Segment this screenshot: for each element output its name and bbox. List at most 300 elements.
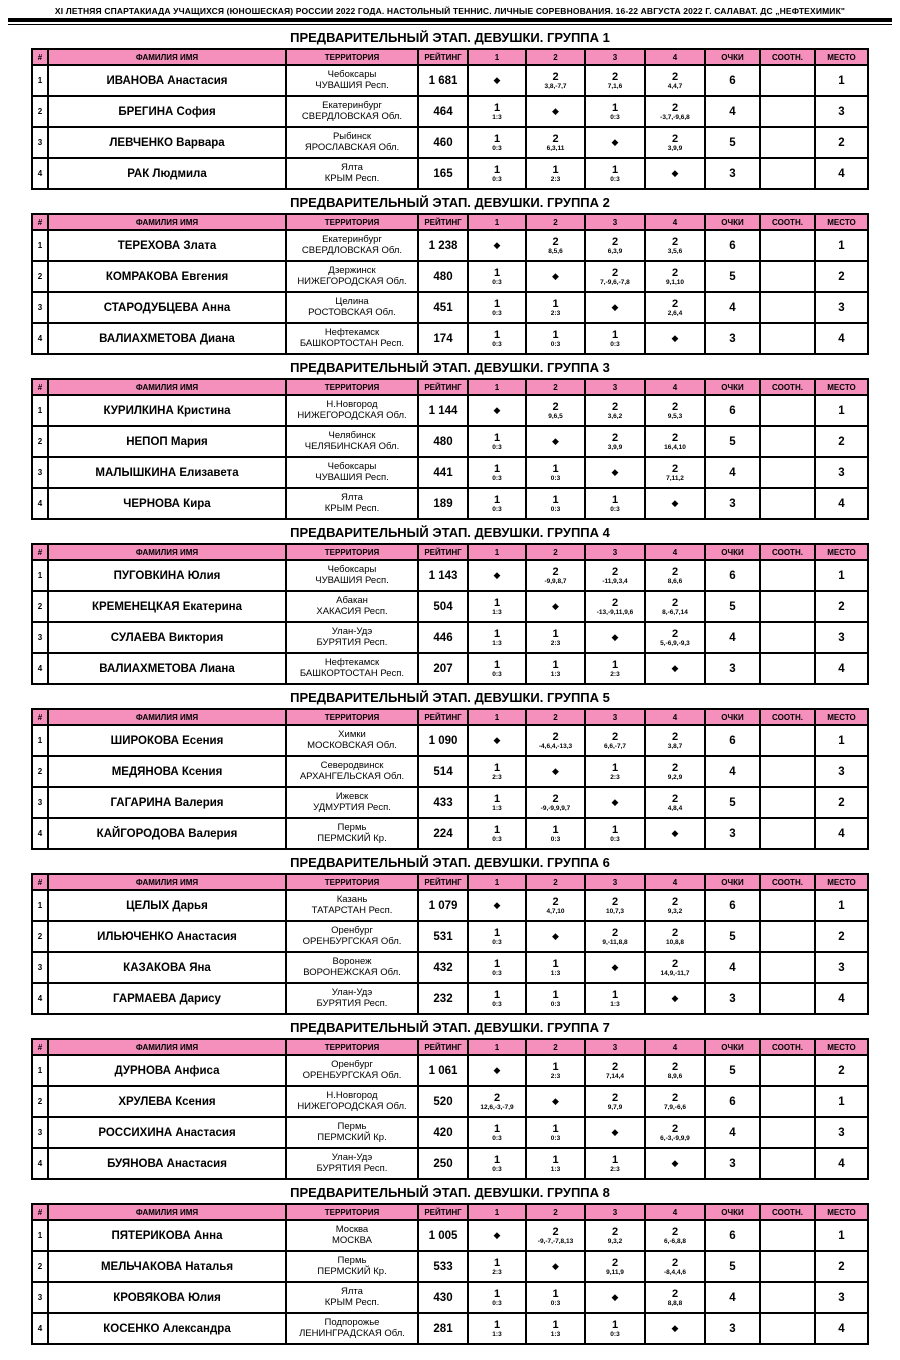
player-name: ЛЕВЧЕНКО Варвара [48, 127, 286, 158]
match-score: 7,11,2 [666, 474, 684, 482]
player-name: НЕПОП Мария [48, 426, 286, 457]
match-score: 0:3 [550, 1299, 561, 1307]
territory-cell [286, 65, 418, 96]
match-cell [526, 591, 585, 622]
points-value: 3 [705, 818, 760, 849]
territory-cell [286, 127, 418, 158]
territory-city: Чебоксары [327, 68, 377, 80]
place-value: 3 [815, 457, 868, 488]
match-score: 0:3 [492, 1134, 502, 1142]
match-sets-won: 2 [671, 431, 679, 444]
match-cell [645, 96, 705, 127]
col-header-num: # [32, 874, 48, 890]
territory-cell [286, 560, 418, 591]
match-cell [645, 818, 705, 849]
territory-region: ПЕРМСКИЙ Кр. [317, 1131, 387, 1143]
territory-region: БУРЯТИЯ Респ. [316, 1162, 388, 1174]
match-score: 9,5,3 [667, 412, 683, 420]
match-cell [645, 622, 705, 653]
territory-city: Н.Новгород [326, 1089, 378, 1101]
ratio-value [760, 1086, 815, 1117]
territory-region: НИЖЕГОРОДСКАЯ Обл. [297, 1100, 407, 1112]
results-table [31, 48, 869, 190]
col-header-territory: ТЕРРИТОРИЯ [286, 1039, 418, 1055]
match-sets-won: 2 [611, 1091, 619, 1104]
match-sets-won: 1 [552, 988, 559, 1001]
ratio-value [760, 158, 815, 189]
match-cell [526, 756, 585, 787]
match-cell [468, 756, 526, 787]
match-score: 1:3 [492, 804, 502, 812]
self-match-diamond: ◆ [552, 436, 559, 446]
table-row [32, 1148, 868, 1179]
match-cell [526, 158, 585, 189]
match-score: 9,11,9 [606, 1268, 624, 1276]
match-sets-won: 1 [611, 823, 619, 836]
match-cell [645, 457, 705, 488]
match-score: 5,-6,9,-9,3 [660, 639, 690, 647]
match-cell [526, 622, 585, 653]
group-title: ПРЕДВАРИТЕЛЬНЫЙ ЭТАП. ДЕВУШКИ. ГРУППА 4 [290, 525, 610, 540]
match-score: 0:3 [610, 505, 620, 513]
rating-value: 531 [418, 921, 468, 952]
col-header-num: # [32, 379, 48, 395]
match-cell [585, 488, 645, 519]
col-header-opp3: 3 [585, 544, 645, 560]
points-value: 6 [705, 1086, 760, 1117]
match-score: 6,-3,-9,9,9 [660, 1134, 690, 1142]
row-number: 4 [32, 653, 48, 684]
match-sets-won: 1 [493, 266, 501, 279]
place-value: 1 [815, 890, 868, 921]
ratio-value [760, 127, 815, 158]
match-cell [585, 1220, 645, 1251]
col-header-ratio: СООТН. [760, 49, 815, 65]
match-score: 8,-6,7,14 [662, 608, 688, 616]
ratio-value [760, 1220, 815, 1251]
match-score: 3,5,6 [667, 247, 683, 255]
territory-region: БУРЯТИЯ Респ. [316, 997, 388, 1009]
match-cell [585, 65, 645, 96]
points-value: 3 [705, 1313, 760, 1344]
match-cell [585, 890, 645, 921]
col-header-points: ОЧКИ [705, 214, 760, 230]
match-sets-won: 2 [671, 1091, 679, 1104]
match-cell [526, 395, 585, 426]
match-sets-won: 1 [493, 1122, 501, 1135]
territory-region: ЧЕЛЯБИНСКАЯ Обл. [304, 440, 400, 452]
territory-region: ХАКАСИЯ Респ. [316, 605, 388, 617]
player-name: ВАЛИАХМЕТОВА Лиана [48, 653, 286, 684]
col-header-opp2: 2 [526, 1204, 585, 1220]
territory-city: Химки [338, 728, 366, 740]
table-row [32, 323, 868, 354]
match-score: -13,-9,11,9,6 [596, 608, 634, 616]
place-value: 3 [815, 96, 868, 127]
territory-region: РОСТОВСКАЯ Обл. [308, 306, 396, 318]
col-header-name: ФАМИЛИЯ ИМЯ [48, 49, 286, 65]
col-header-opp3: 3 [585, 49, 645, 65]
match-sets-won: 1 [552, 957, 559, 970]
col-header-opp4: 4 [645, 1204, 705, 1220]
territory-region: КРЫМ Респ. [324, 1296, 380, 1308]
col-header-num: # [32, 709, 48, 725]
self-match-diamond: ◆ [493, 1230, 501, 1240]
territory-region: ОРЕНБУРГСКАЯ Обл. [302, 1069, 402, 1081]
match-cell [585, 1251, 645, 1282]
points-value: 6 [705, 725, 760, 756]
match-cell [526, 127, 585, 158]
match-cell [585, 395, 645, 426]
row-number: 3 [32, 622, 48, 653]
ratio-value [760, 1117, 815, 1148]
match-cell [468, 1086, 526, 1117]
col-header-opp2: 2 [526, 709, 585, 725]
match-cell [468, 395, 526, 426]
territory-city: Улан-Удэ [331, 625, 373, 637]
table-row [32, 591, 868, 622]
territory-region: СВЕРДЛОВСКАЯ Обл. [301, 244, 403, 256]
self-match-diamond: ◆ [552, 1261, 559, 1271]
match-cell [468, 818, 526, 849]
match-cell [645, 1086, 705, 1117]
match-sets-won: 1 [493, 823, 501, 836]
match-cell [468, 983, 526, 1014]
points-value: 4 [705, 96, 760, 127]
match-score: 2:3 [550, 639, 561, 647]
place-value: 2 [815, 1055, 868, 1086]
territory-region: БАШКОРТОСТАН Респ. [299, 667, 405, 679]
match-cell [645, 1251, 705, 1282]
group-section [0, 690, 900, 850]
match-score: 7,14,4 [605, 1072, 625, 1080]
col-header-opp1: 1 [468, 214, 526, 230]
territory-region: АРХАНГЕЛЬСКАЯ Обл. [299, 770, 405, 782]
match-sets-won: 2 [671, 761, 679, 774]
match-sets-won: 2 [611, 400, 619, 413]
match-cell [468, 1148, 526, 1179]
match-score: 0:3 [492, 835, 502, 843]
self-match-diamond: ◆ [611, 1292, 619, 1302]
match-sets-won: 2 [611, 1256, 619, 1269]
rating-value: 504 [418, 591, 468, 622]
territory-city: Нефтекамск [324, 656, 380, 668]
table-row [32, 1220, 868, 1251]
territory-city: Екатеринбург [322, 233, 382, 245]
self-match-diamond: ◆ [671, 498, 679, 508]
self-match-diamond: ◆ [611, 137, 619, 147]
place-value: 4 [815, 818, 868, 849]
ratio-value [760, 622, 815, 653]
points-value: 4 [705, 457, 760, 488]
territory-city: Оренбург [331, 924, 373, 936]
match-sets-won: 1 [611, 493, 619, 506]
match-sets-won: 1 [552, 163, 559, 176]
points-value: 5 [705, 1251, 760, 1282]
points-value: 5 [705, 591, 760, 622]
row-number: 2 [32, 921, 48, 952]
rating-value: 441 [418, 457, 468, 488]
match-cell [645, 292, 705, 323]
match-cell [645, 65, 705, 96]
col-header-name: ФАМИЛИЯ ИМЯ [48, 709, 286, 725]
match-cell [526, 952, 585, 983]
match-cell [468, 1251, 526, 1282]
match-cell [645, 488, 705, 519]
self-match-diamond: ◆ [552, 601, 559, 611]
match-cell [468, 787, 526, 818]
match-cell [585, 1313, 645, 1344]
match-sets-won: 1 [611, 658, 619, 671]
match-sets-won: 2 [671, 926, 679, 939]
points-value: 5 [705, 787, 760, 818]
match-sets-won: 2 [552, 1225, 559, 1238]
col-header-opp2: 2 [526, 214, 585, 230]
points-value: 6 [705, 65, 760, 96]
match-sets-won: 1 [611, 988, 619, 1001]
row-number: 1 [32, 725, 48, 756]
match-cell [645, 1055, 705, 1086]
ratio-value [760, 787, 815, 818]
ratio-value [760, 653, 815, 684]
col-header-territory: ТЕРРИТОРИЯ [286, 874, 418, 890]
rating-value: 1 238 [418, 230, 468, 261]
match-sets-won: 2 [611, 926, 619, 939]
match-sets-won: 1 [611, 1153, 619, 1166]
col-header-points: ОЧКИ [705, 379, 760, 395]
match-score: 8,8,8 [667, 1299, 683, 1307]
row-number: 1 [32, 560, 48, 591]
territory-cell [286, 1117, 418, 1148]
player-name: КРОВЯКОВА Юлия [48, 1282, 286, 1313]
table-row [32, 127, 868, 158]
match-cell [585, 1148, 645, 1179]
points-value: 3 [705, 1148, 760, 1179]
match-sets-won: 2 [671, 1060, 679, 1073]
results-table [31, 873, 869, 1015]
match-sets-won: 2 [671, 297, 679, 310]
rating-value: 165 [418, 158, 468, 189]
rating-value: 1 090 [418, 725, 468, 756]
rating-value: 174 [418, 323, 468, 354]
self-match-diamond: ◆ [671, 333, 679, 343]
match-cell [526, 488, 585, 519]
row-number: 3 [32, 787, 48, 818]
col-header-territory: ТЕРРИТОРИЯ [286, 1204, 418, 1220]
match-sets-won: 2 [611, 596, 619, 609]
row-number: 3 [32, 1117, 48, 1148]
points-value: 5 [705, 426, 760, 457]
match-score: 2:3 [610, 1165, 620, 1173]
territory-city: Улан-Удэ [331, 986, 373, 998]
match-sets-won: 1 [493, 493, 501, 506]
place-value: 1 [815, 1086, 868, 1117]
match-cell [585, 1117, 645, 1148]
match-cell [468, 65, 526, 96]
table-row [32, 1313, 868, 1344]
group-section [0, 1020, 900, 1180]
table-row [32, 1282, 868, 1313]
place-value: 2 [815, 787, 868, 818]
match-score: 1:3 [550, 969, 561, 977]
self-match-diamond: ◆ [611, 962, 619, 972]
row-number: 2 [32, 426, 48, 457]
match-score: 0:3 [610, 1330, 620, 1338]
match-sets-won: 1 [493, 596, 501, 609]
group-section [0, 855, 900, 1015]
territory-cell [286, 158, 418, 189]
territory-city: Пермь [337, 1120, 367, 1132]
territory-cell [286, 488, 418, 519]
table-row [32, 952, 868, 983]
match-cell [645, 1117, 705, 1148]
match-score: -11,9,3,4 [602, 577, 628, 585]
territory-city: Пермь [337, 821, 367, 833]
match-sets-won: 1 [611, 761, 619, 774]
match-score: -3,7,-9,6,8 [660, 113, 690, 121]
table-row [32, 653, 868, 684]
table-row [32, 457, 868, 488]
match-score: 2:3 [550, 1072, 561, 1080]
match-sets-won: 2 [552, 895, 559, 908]
player-name: КРЕМЕНЕЦКАЯ Екатерина [48, 591, 286, 622]
self-match-diamond: ◆ [671, 168, 679, 178]
place-value: 1 [815, 725, 868, 756]
player-name: РОССИХИНА Анастасия [48, 1117, 286, 1148]
points-value: 3 [705, 323, 760, 354]
col-header-points: ОЧКИ [705, 874, 760, 890]
territory-cell [286, 457, 418, 488]
match-sets-won: 1 [552, 297, 559, 310]
match-cell [468, 127, 526, 158]
row-number: 4 [32, 1313, 48, 1344]
match-sets-won: 2 [611, 235, 619, 248]
match-score: 1:3 [550, 670, 561, 678]
match-sets-won: 2 [611, 70, 619, 83]
col-header-name: ФАМИЛИЯ ИМЯ [48, 1204, 286, 1220]
match-sets-won: 1 [493, 792, 501, 805]
match-score: 0:3 [550, 835, 561, 843]
col-header-opp3: 3 [585, 379, 645, 395]
ratio-value [760, 1282, 815, 1313]
territory-cell [286, 653, 418, 684]
rating-value: 420 [418, 1117, 468, 1148]
table-row [32, 261, 868, 292]
territory-cell [286, 1086, 418, 1117]
territory-region: ЛЕНИНГРАДСКАЯ Обл. [299, 1327, 405, 1339]
col-header-points: ОЧКИ [705, 1204, 760, 1220]
match-sets-won: 1 [611, 1318, 619, 1331]
group-section [0, 30, 900, 190]
self-match-diamond: ◆ [671, 993, 679, 1003]
col-header-ratio: СООТН. [760, 544, 815, 560]
territory-city: Воронеж [332, 955, 372, 967]
match-cell [526, 292, 585, 323]
match-sets-won: 2 [671, 1122, 679, 1135]
col-header-opp4: 4 [645, 49, 705, 65]
match-sets-won: 2 [611, 1060, 619, 1073]
match-cell [645, 591, 705, 622]
match-sets-won: 1 [493, 1256, 501, 1269]
match-sets-won: 1 [611, 101, 619, 114]
match-cell [526, 261, 585, 292]
col-header-place: МЕСТО [815, 379, 868, 395]
self-match-diamond: ◆ [493, 75, 501, 85]
col-header-num: # [32, 544, 48, 560]
row-number: 1 [32, 1055, 48, 1086]
territory-city: Дзержинск [328, 264, 376, 276]
col-header-opp1: 1 [468, 379, 526, 395]
group-title: ПРЕДВАРИТЕЛЬНЫЙ ЭТАП. ДЕВУШКИ. ГРУППА 2 [290, 195, 610, 210]
match-sets-won: 2 [611, 730, 619, 743]
player-name: КОСЕНКО Александра [48, 1313, 286, 1344]
results-table [31, 378, 869, 520]
rating-value: 1 061 [418, 1055, 468, 1086]
group-title: ПРЕДВАРИТЕЛЬНЫЙ ЭТАП. ДЕВУШКИ. ГРУППА 8 [290, 1185, 610, 1200]
col-header-opp2: 2 [526, 1039, 585, 1055]
match-cell [645, 1313, 705, 1344]
match-score: 9,7,9 [607, 1103, 623, 1111]
rating-value: 1 681 [418, 65, 468, 96]
match-cell [645, 787, 705, 818]
self-match-diamond: ◆ [493, 570, 501, 580]
player-name: МЕДЯНОВА Ксения [48, 756, 286, 787]
points-value: 3 [705, 653, 760, 684]
match-score: 0:3 [492, 340, 502, 348]
points-value: 5 [705, 261, 760, 292]
ratio-value [760, 261, 815, 292]
table-row [32, 983, 868, 1014]
match-score: 0:3 [610, 113, 620, 121]
territory-city: Челябинск [328, 429, 376, 441]
player-name: ГАРМАЕВА Дарису [48, 983, 286, 1014]
match-cell [585, 952, 645, 983]
match-score: 3,8,7 [667, 742, 683, 750]
territory-region: НИЖЕГОРОДСКАЯ Обл. [297, 409, 407, 421]
rating-value: 1 005 [418, 1220, 468, 1251]
match-cell [645, 890, 705, 921]
ratio-value [760, 65, 815, 96]
match-sets-won: 2 [611, 266, 619, 279]
match-sets-won: 2 [671, 730, 679, 743]
match-score: 8,9,6 [667, 1072, 683, 1080]
self-match-diamond: ◆ [611, 1127, 619, 1137]
points-value: 5 [705, 921, 760, 952]
match-sets-won: 2 [671, 1225, 679, 1238]
player-name: КУРИЛКИНА Кристина [48, 395, 286, 426]
player-name: РАК Людмила [48, 158, 286, 189]
match-cell [468, 1313, 526, 1344]
match-score: 3,6,2 [607, 412, 623, 420]
rating-value: 446 [418, 622, 468, 653]
match-sets-won: 1 [552, 1318, 559, 1331]
place-value: 1 [815, 230, 868, 261]
col-header-territory: ТЕРРИТОРИЯ [286, 214, 418, 230]
ratio-value [760, 591, 815, 622]
place-value: 2 [815, 1251, 868, 1282]
points-value: 6 [705, 230, 760, 261]
group-section [0, 525, 900, 685]
self-match-diamond: ◆ [671, 1323, 679, 1333]
territory-cell [286, 591, 418, 622]
col-header-rating: РЕЙТИНГ [418, 544, 468, 560]
territory-city: Ялта [341, 491, 363, 503]
col-header-territory: ТЕРРИТОРИЯ [286, 544, 418, 560]
match-sets-won: 1 [493, 627, 501, 640]
place-value: 3 [815, 756, 868, 787]
player-name: ГАГАРИНА Валерия [48, 787, 286, 818]
match-cell [645, 653, 705, 684]
